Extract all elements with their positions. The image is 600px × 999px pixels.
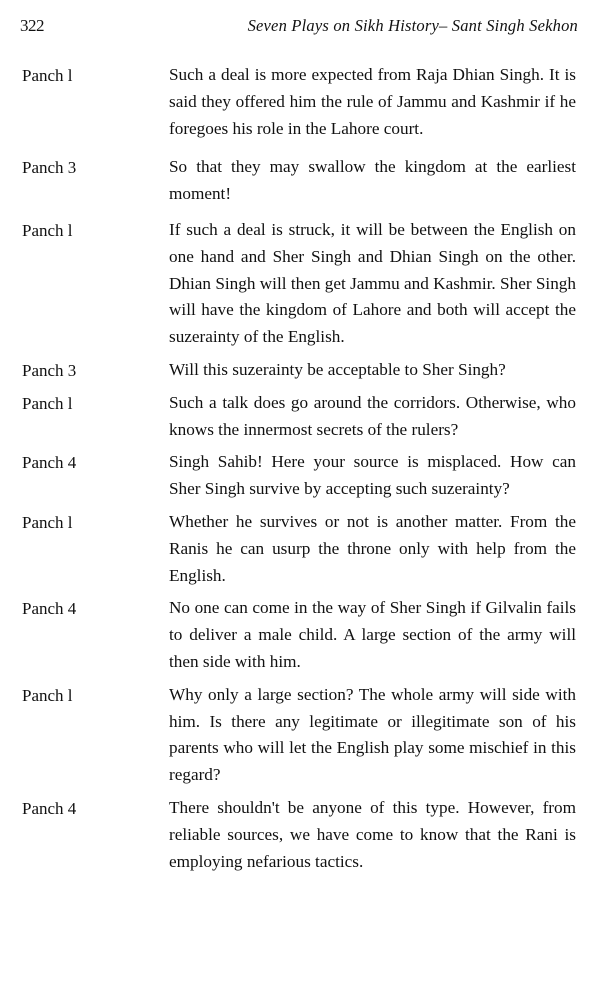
dialogue-entry [0, 449, 600, 503]
speaker-name: Panch 3 [22, 360, 77, 380]
speaker-name: Panch 4 [22, 599, 77, 619]
dialogue-text: No one can come in the way of Sher Singh if Gilvalin fails to deliver a male child. A large section of the army will then side with him. [169, 598, 576, 671]
dialogue-text: There shouldn't be anyone of this type. However, from reliable sources, we have come to know that the Rani is employing nefarious tactics. [169, 797, 576, 871]
dialogue-text: So that they may swallow the kingdom at the earliest moment! [169, 157, 576, 204]
dialogue-entry [0, 62, 600, 142]
dialogue-text: Will this suzerainty be acceptable to Sher Singh? [169, 359, 506, 379]
dialogue-entry [0, 357, 600, 384]
dialogue-entry [0, 509, 600, 589]
running-head: Seven Plays on Sikh History– Sant Singh Sekhon [247, 16, 578, 35]
dialogue-entry [0, 682, 600, 789]
speaker-name: Panch l [22, 512, 73, 532]
dialogue-text: Singh Sahib! Here your source is misplaced. How can Sher Singh survive by accepting such suzerainty? [169, 452, 576, 499]
speaker-name: Panch l [22, 393, 73, 413]
page-number: 322 [20, 16, 44, 35]
speaker-name: Panch l [22, 66, 73, 85]
dialogue-entry [0, 595, 600, 675]
speaker-name: Panch 4 [22, 453, 77, 473]
dialogue-entry [0, 217, 600, 351]
dialogue-text: Such a talk does go around the corridors. Otherwise, who knows the innermost secrets of the rulers? [169, 392, 576, 439]
speaker-name: Panch l [22, 220, 73, 240]
dialogue-entry [0, 390, 600, 444]
dialogue-entry [0, 795, 600, 875]
dialogue-entry [0, 154, 600, 208]
dialogue-text: If such a deal is struck, it will be between the English on one hand and Sher Singh and Dhian Singh on the other. Dhian Singh will then get Jammu and Kashmir. Sher Singh will have the kingdom of Lahore and both will accept the suzerainty of the English. [169, 219, 576, 347]
dialogue-text: Why only a large section? The whole army will side with him. Is there any legitimate or illegitimate son of his parents who will let the English play some mischief in this regard? [169, 684, 576, 785]
speaker-name: Panch l [22, 685, 73, 705]
dialogue [0, 62, 600, 875]
speaker-name: Panch 3 [22, 158, 77, 178]
page-header [20, 16, 578, 42]
dialogue-text: Such a deal is more expected from Raja Dhian Singh. It is said they offered him the rule of Jammu and Kashmir if he foregoes his role in the Lahore court. [169, 65, 576, 138]
speaker-name: Panch 4 [22, 798, 77, 818]
dialogue-text: Whether he survives or not is another matter. From the Ranis he can usurp the throne only with help from the English. [169, 511, 576, 585]
